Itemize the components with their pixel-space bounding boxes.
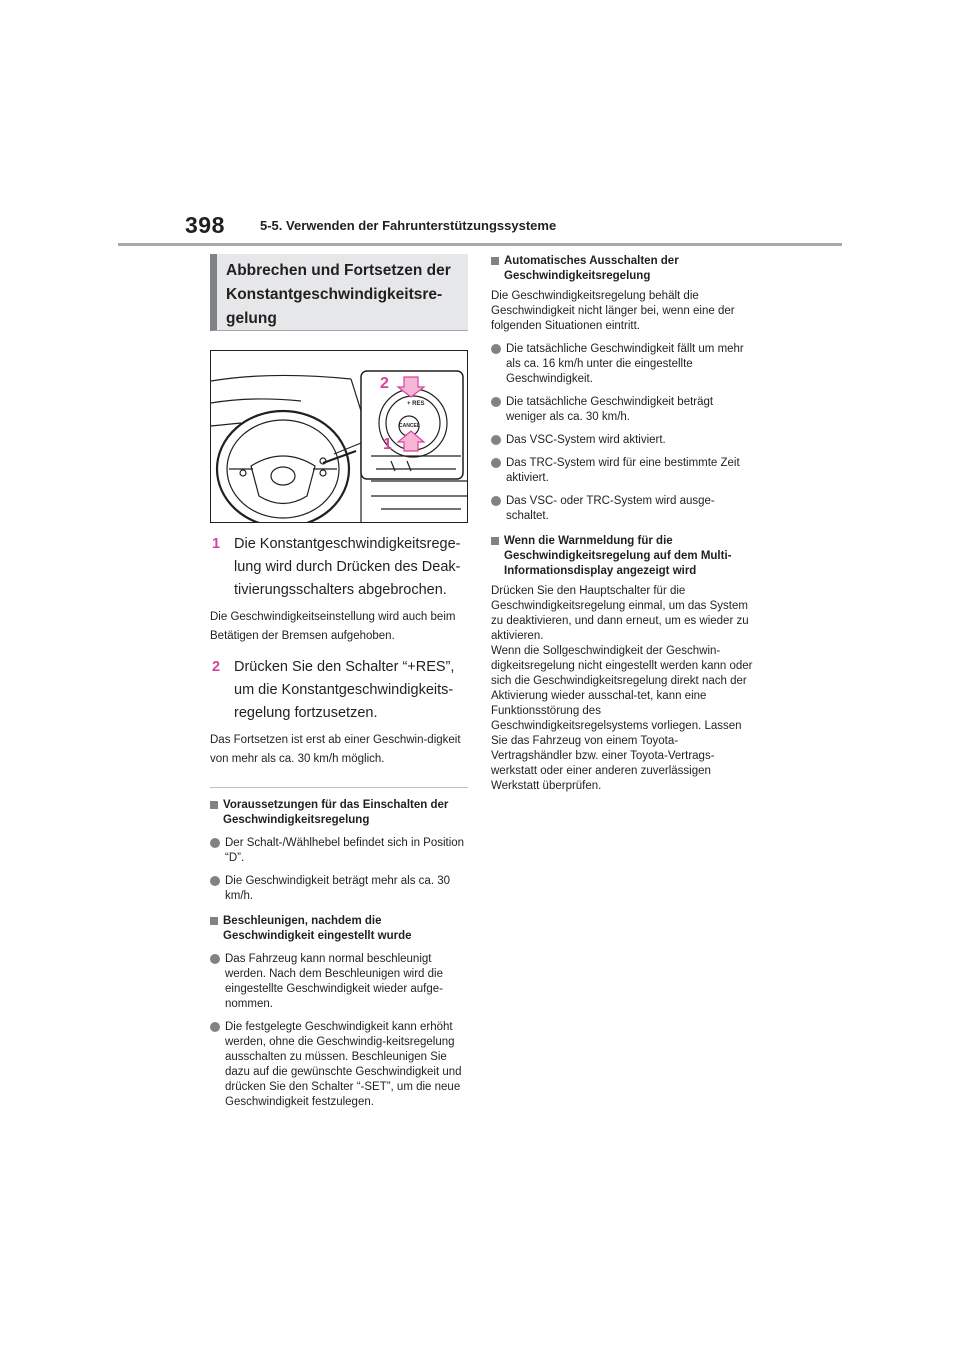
bullet-text: Das Fahrzeug kann normal beschleunigt werden. Nach dem Beschleunigen wird die eingestellte Geschwindigkeit wieder aufge-nommen.: [225, 953, 443, 1010]
round-bullet-icon: [491, 397, 501, 407]
bullet-item: [491, 456, 756, 486]
step-1: [210, 533, 468, 602]
bullet-item: [210, 952, 468, 1012]
bullet-item: [491, 433, 756, 448]
square-bullet-icon: [491, 537, 499, 545]
bullet-text: Das VSC- oder TRC-System wird ausge-schaltet.: [506, 495, 715, 522]
bullet-item: [210, 836, 468, 866]
section-divider: [210, 787, 468, 788]
bullet-text: Die festgelegte Geschwindigkeit kann erhöht werden, ohne die Geschwindig-keitsregelung ausschalten zu müssen. Beschleunigen Sie dazu auf die gewünschte Geschwindigkeit und drücken Sie den Schalter “-SET”, um die neue Geschwindigkeit festzulegen.: [225, 1021, 462, 1108]
subheading-prerequisites: [210, 798, 468, 828]
bullet-text: Die tatsächliche Geschwindigkeit fällt um mehr als ca. 16 km/h unter die eingestellte Geschwindigkeit.: [506, 343, 744, 385]
header-rule: [118, 243, 842, 246]
step-2-text: Drücken Sie den Schalter “+RES”, um die Konstantgeschwindigkeits-regelung fortzusetzen.: [234, 659, 455, 721]
subheading-text: Voraussetzungen für das Einschalten der Geschwindigkeitsregelung: [223, 799, 449, 826]
paragraph: Die Geschwindigkeitsregelung behält die Geschwindigkeit nicht länger bei, wenn eine der folgenden Situationen eintritt.: [491, 290, 735, 332]
subheading-text: Automatisches Ausschalten der Geschwindigkeitsregelung: [504, 255, 679, 282]
steering-wheel-drawing: [211, 351, 467, 522]
round-bullet-icon: [491, 435, 501, 445]
bullet-item: [491, 342, 756, 387]
bullet-item: [210, 874, 468, 904]
left-column: [210, 254, 468, 1110]
round-bullet-icon: [210, 876, 220, 886]
callout-1: 1: [383, 436, 392, 453]
square-bullet-icon: [210, 917, 218, 925]
res-label: + RES: [407, 401, 425, 407]
square-bullet-icon: [491, 257, 499, 265]
bullet-item: [491, 395, 756, 425]
subheading-warning-message: [491, 534, 756, 579]
round-bullet-icon: [210, 838, 220, 848]
square-bullet-icon: [210, 801, 218, 809]
round-bullet-icon: [210, 954, 220, 964]
page-number: 398: [185, 212, 225, 238]
paragraph: Drücken Sie den Hauptschalter für die Geschwindigkeitsregelung einmal, um das System zu deaktivieren, und dann erneut, um es wieder zu aktivieren.: [491, 585, 749, 642]
step-2-number: 2: [212, 659, 221, 675]
bullet-item: [491, 494, 756, 524]
paragraph: Wenn die Sollgeschwindigkeit der Geschwin-digkeitsregelung nicht eingestellt werden kann oder sich die Geschwindigkeitsregelung direkt nach der Aktivierung wieder ausschal-tet, kann eine Funktionsstörung des Geschwindigkeitsregelsystems vorliegen. Lassen Sie das Fahrzeug von einem Toyota-Vertragshändler bzw. einer Toyota-Vertrags-werkstatt oder einer anderen zuverlässigen Werkstatt überprüfen.: [491, 645, 753, 792]
chapter-title: 5-5. Verwenden der Fahrunterstützungssysteme: [260, 218, 557, 233]
steering-wheel-illustration: [210, 350, 468, 523]
subheading-accelerating: [210, 914, 468, 944]
step-1-text: Die Konstantgeschwindigkeitsrege-lung wird durch Drücken des Deak-tivierungsschalters abgebrochen.: [234, 536, 461, 598]
section-title: Abbrechen und Fortsetzen der Konstantgeschwindigkeitsre-gelung: [210, 254, 468, 331]
step-1-number: 1: [212, 536, 221, 552]
round-bullet-icon: [491, 496, 501, 506]
bullet-text: Die Geschwindigkeit beträgt mehr als ca. 30 km/h.: [225, 875, 450, 902]
step-1-note: Die Geschwindigkeitseinstellung wird auch beim Betätigen der Bremsen aufgehoben.: [210, 611, 456, 642]
bullet-text: Die tatsächliche Geschwindigkeit beträgt weniger als ca. 30 km/h.: [506, 396, 714, 423]
cancel-label: CANCEL: [399, 423, 420, 429]
bullet-text: Der Schalt-/Wählhebel befindet sich in Position “D”.: [225, 837, 465, 864]
bullet-text: Das TRC-System wird für eine bestimmte Zeit aktiviert.: [506, 457, 740, 484]
subheading-text: Wenn die Warnmeldung für die Geschwindigkeitsregelung auf dem Multi-Informationsdisplay angezeigt wird: [504, 535, 732, 577]
step-2-note: Das Fortsetzen ist erst ab einer Geschwin-digkeit von mehr als ca. 30 km/h möglich.: [210, 734, 461, 765]
step-2: [210, 656, 468, 725]
right-column: [491, 254, 756, 794]
bullet-item: [210, 1020, 468, 1110]
bullet-text: Das VSC-System wird aktiviert.: [506, 434, 666, 446]
round-bullet-icon: [491, 458, 501, 468]
round-bullet-icon: [491, 344, 501, 354]
subheading-text: Beschleunigen, nachdem die Geschwindigkeit eingestellt wurde: [223, 915, 412, 942]
round-bullet-icon: [210, 1022, 220, 1032]
subheading-auto-off: [491, 254, 756, 284]
callout-2: 2: [380, 375, 389, 392]
